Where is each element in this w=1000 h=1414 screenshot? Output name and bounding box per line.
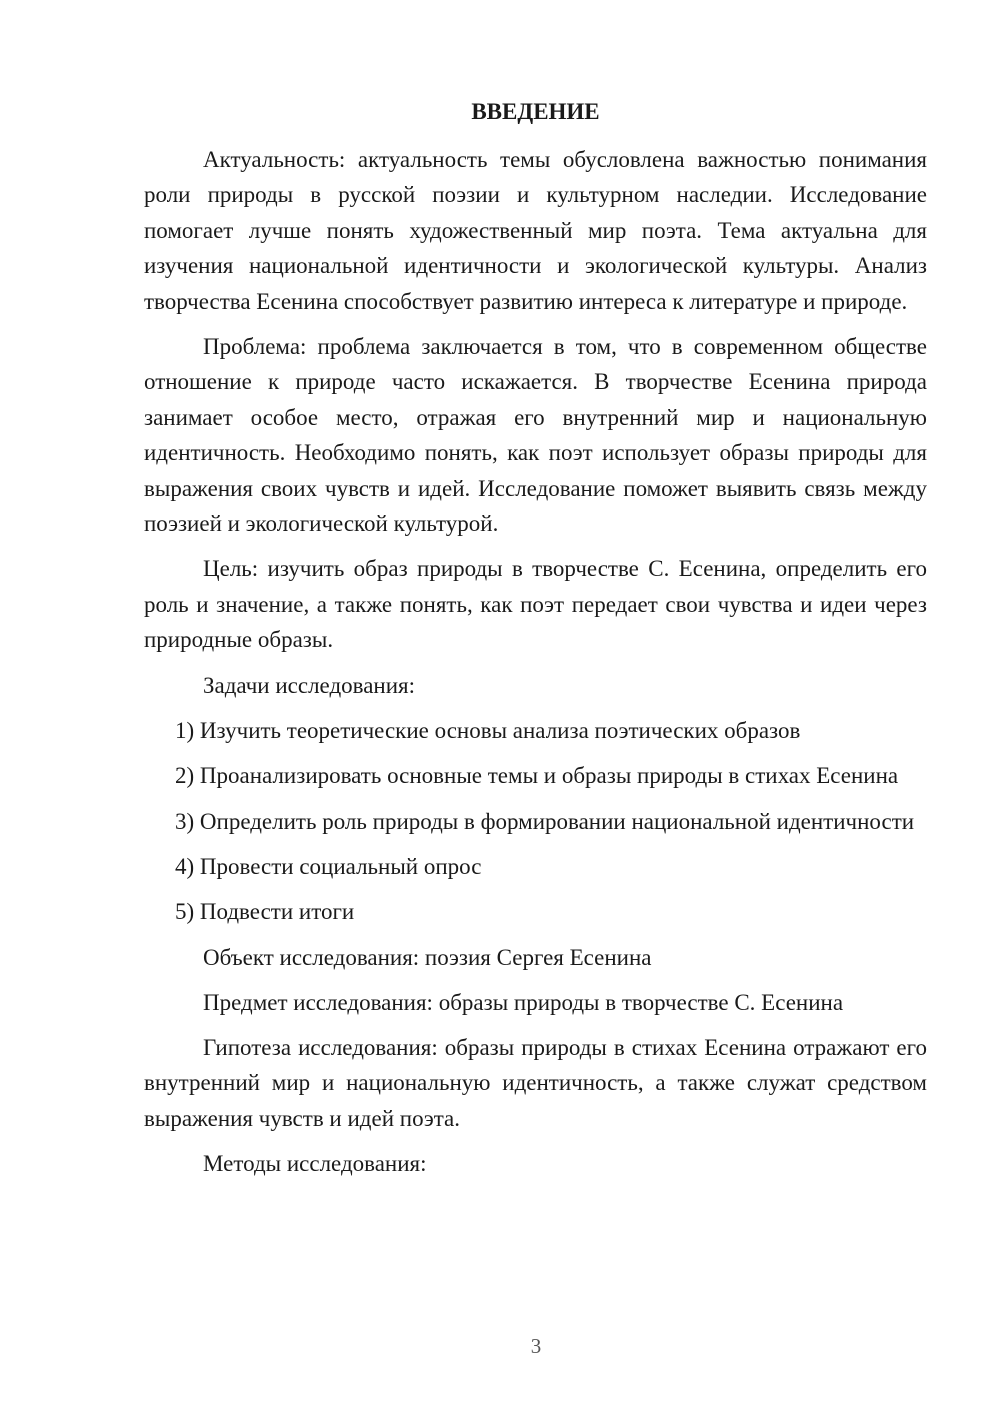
paragraph-object: Объект исследования: поэзия Сергея Есенина [203, 944, 652, 970]
task-item-4: 4) Провести социальный опрос [175, 853, 482, 879]
tasks-label: Задачи исследования: [203, 672, 416, 698]
task-item-2: 2) Проанализировать основные темы и образы природы в стихах Есенина [175, 763, 899, 789]
page-content [144, 97, 927, 1191]
task-item-5: 5) Подвести итоги [175, 899, 355, 925]
methods-label: Методы исследования: [203, 1150, 427, 1176]
task-item-1: 1) Изучить теоретические основы анализа поэтических образов [175, 717, 801, 743]
paragraph-problem: Проблема: проблема заключается в том, что в современном обществе отношение к природе часто искажается. В творчестве Есенина природа занимает особое место, отражая его внутренний мир и национальную идентичность. Необходимо понять, как поэт использует образы природы для выражения своих чувств и идей. Исследование поможет выявить связь между поэзией и экологической культурой. [144, 334, 927, 537]
paragraph-subject: Предмет исследования: образы природы в творчестве С. Есенина [203, 989, 844, 1015]
paragraph-goal: Цель: изучить образ природы в творчестве С. Есенина, определить его роль и значение, а также понять, как поэт передает свои чувства и идеи через природные образы. [144, 556, 927, 653]
section-heading: ВВЕДЕНИЕ [471, 99, 600, 124]
paragraph-hypothesis: Гипотеза исследования: образы природы в стихах Есенина отражают его внутренний мир и национальную идентичность, а также служат средством выражения чувств и идей поэта. [144, 1034, 927, 1131]
paragraph-relevance: Актуальность: актуальность темы обусловлена важностью понимания роли природы в русской поэзии и культурном наследии. Исследование помогает лучше понять художественный мир поэта. Тема актуальна для изучения национальной идентичности и экологической культуры. Анализ творчества Есенина способствует развитию интереса к литературе и природе. [144, 147, 927, 314]
page-number: 3 [530, 1334, 542, 1358]
task-item-3: 3) Определить роль природы в формировании национальной идентичности [175, 808, 915, 834]
